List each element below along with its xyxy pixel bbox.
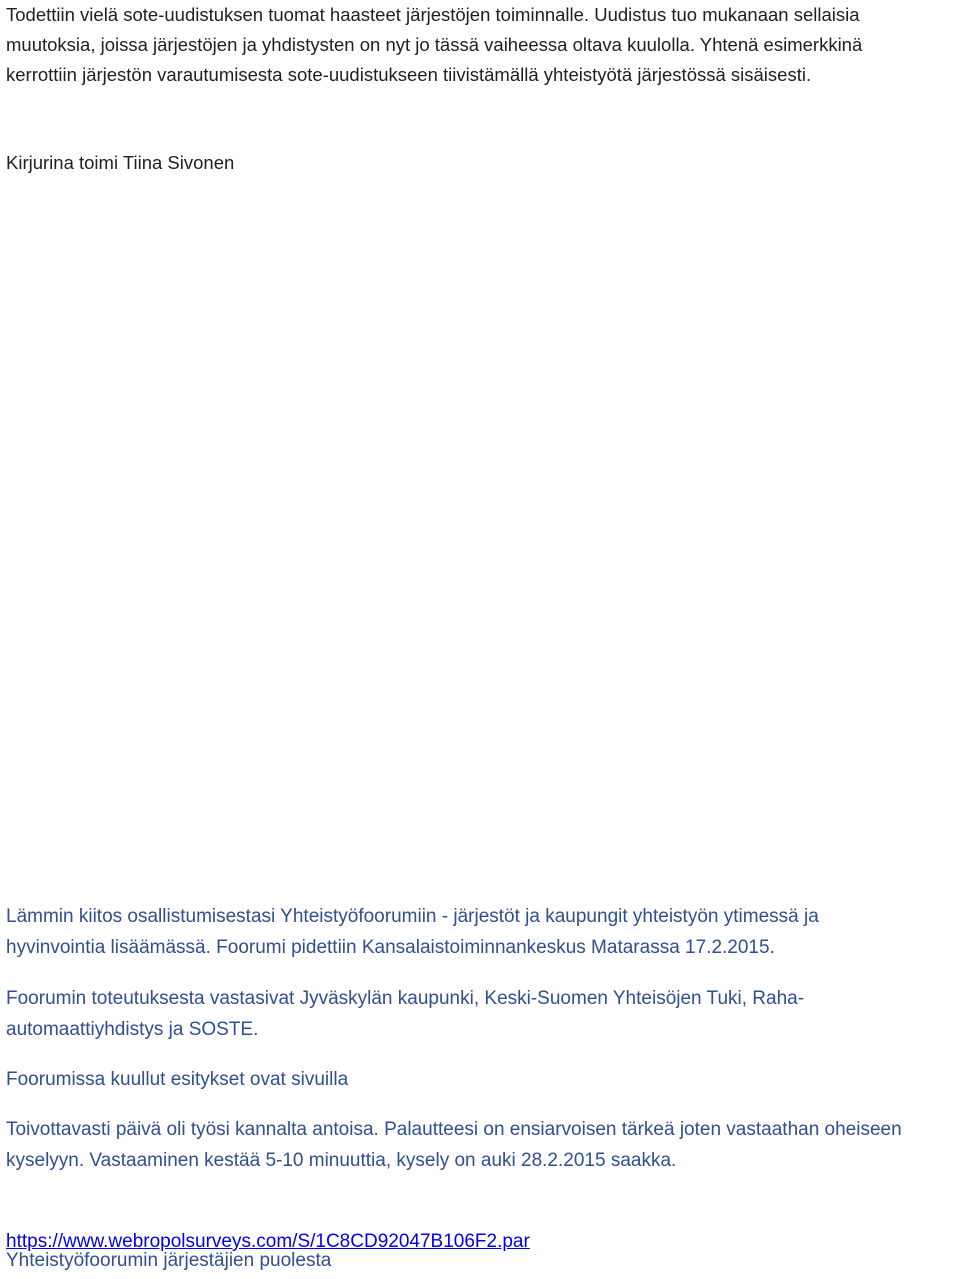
scribe-line: Kirjurina toimi Tiina Sivonen	[6, 152, 235, 173]
thanks-paragraph: Lämmin kiitos osallistumisestasi Yhteistyöfoorumiin - järjestöt ja kaupungit yhteistyön ytimessä ja hyvinvointia lisäämässä. Foorumi pidettiin Kansalaistoiminnankeskus Matarassa 17.2.2015.	[6, 906, 819, 958]
signature-line: Yhteistyöfoorumin järjestäjien puolesta	[6, 1250, 332, 1271]
survey-link[interactable]: https://www.webropolsurveys.com/S/1C8CD92047B106F2.par	[6, 1231, 530, 1252]
organizers-paragraph: Foorumin toteutuksesta vastasivat Jyväskylän kaupunki, Keski-Suomen Yhteisöjen Tuki, Raha- automaattiyhdistys ja SOSTE.	[6, 988, 805, 1040]
feedback-paragraph: Toivottavasti päivä oli työsi kannalta antoisa. Palautteesi on ensiarvoisen tärkeä joten vastaathan oheiseen kyselyyn. Vastaaminen kestää 5-10 minuuttia, kysely on auki 28.2.2015 saakka.	[6, 1119, 902, 1171]
intro-paragraph: Todettiin vielä sote-uudistuksen tuomat haasteet järjestöjen toiminnalle. Uudistus tuo mukanaan sellaisia muutoksia, joissa järjestöjen ja yhdistysten on nyt jo tässä vaiheessa oltava kuulolla. Yhtenä esimerkkinä kerrottiin järjestön varautumisesta sote-uudistukseen tiivistämällä yhteistyötä järjestössä sisäisesti.	[6, 4, 863, 85]
presentations-paragraph: Foorumissa kuullut esitykset ovat sivuilla	[6, 1069, 349, 1090]
